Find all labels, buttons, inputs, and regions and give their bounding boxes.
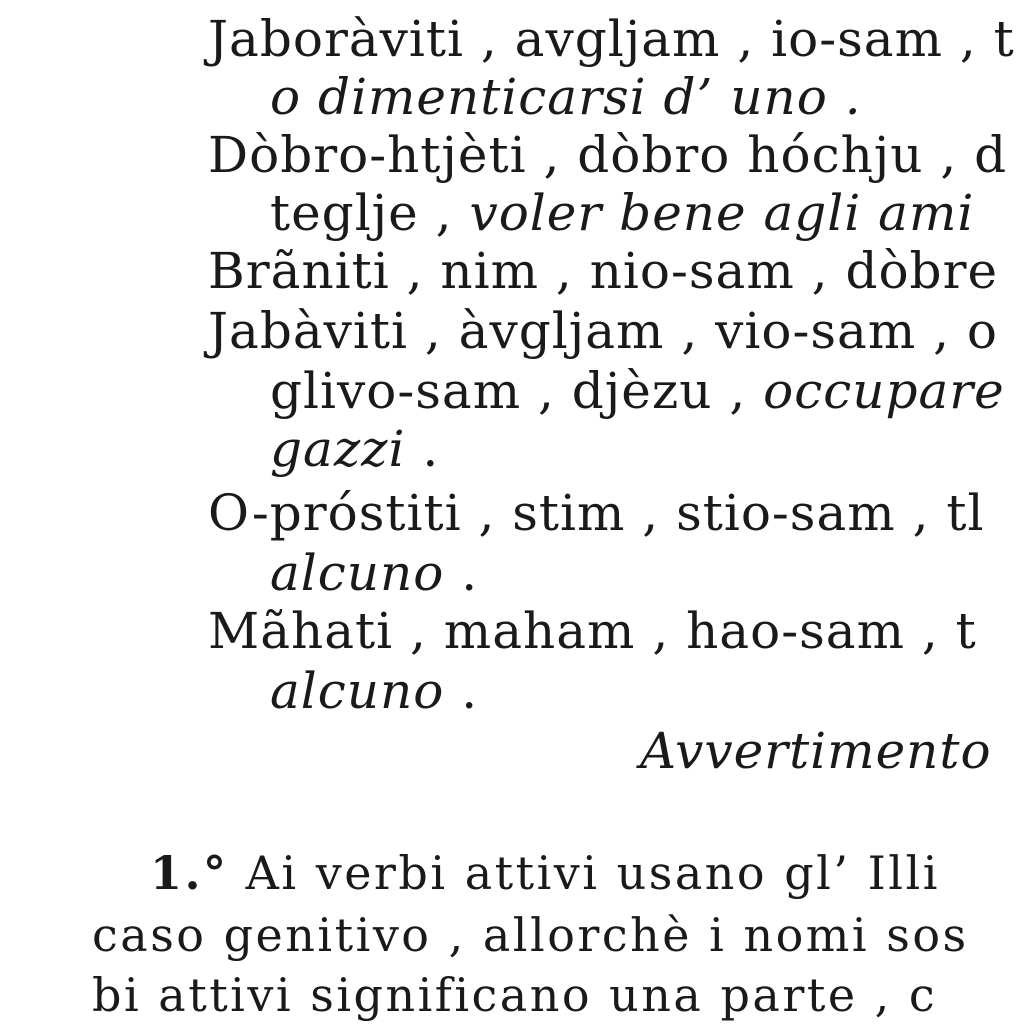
paragraph-line1-text: Ai verbi attivi usano gl’ Illi — [245, 846, 940, 900]
entry-dobro-htjeti-meaning: voler bene agli ami — [452, 184, 975, 242]
paragraph-line2: caso genitivo , allorchè i nomi sos — [92, 908, 969, 962]
entry-jaboraviti-meaning: o dimenticarsi d’ uno . — [270, 68, 862, 126]
entry-jaboraviti-line1: Jaboràviti , avgljam , io-sam , t — [208, 10, 1015, 68]
entry-dobro-htjeti-line1: Dòbro-htjèti , dòbro hóchju , d — [208, 126, 1008, 184]
entry-oprostiti-period: . — [444, 544, 479, 602]
entry-mahati-line1: Mãhati , maham , hao-sam , t — [208, 602, 977, 660]
entry-jabaviti-line1: Jabàviti , àvgljam , vio-sam , o — [208, 302, 999, 360]
entry-jabaviti-meaning-end: gazzi — [270, 420, 406, 478]
entry-oprostiti-line1: O-próstiti , stim , stio-sam , tl — [208, 484, 985, 542]
paragraph-line1 — [150, 846, 940, 900]
entry-mahati-period: . — [444, 662, 479, 720]
entry-mahati-line2 — [270, 662, 479, 720]
paragraph-line3: bi attivi significano una parte , c — [92, 968, 938, 1022]
entry-mahati-meaning: alcuno — [270, 662, 445, 720]
paragraph-number: 1.° — [150, 846, 229, 900]
entry-oprostiti-line2 — [270, 544, 479, 602]
entry-dobro-htjeti-line2 — [270, 184, 975, 242]
entry-jabaviti-line2 — [270, 362, 1005, 420]
entry-oprostiti-meaning: alcuno — [270, 544, 445, 602]
entry-braniti-line1: Brãniti , nim , nio-sam , dòbre — [208, 242, 999, 300]
entry-jabaviti-cont: glivo-sam , djèzu , — [270, 362, 747, 420]
entry-jabaviti-meaning: occupare — [746, 362, 1005, 420]
section-heading: Avvertimento — [640, 722, 992, 780]
entry-jabaviti-line3 — [270, 420, 440, 478]
entry-jabaviti-period: . — [405, 420, 440, 478]
entry-dobro-htjeti-cont: teglje , — [270, 184, 453, 242]
